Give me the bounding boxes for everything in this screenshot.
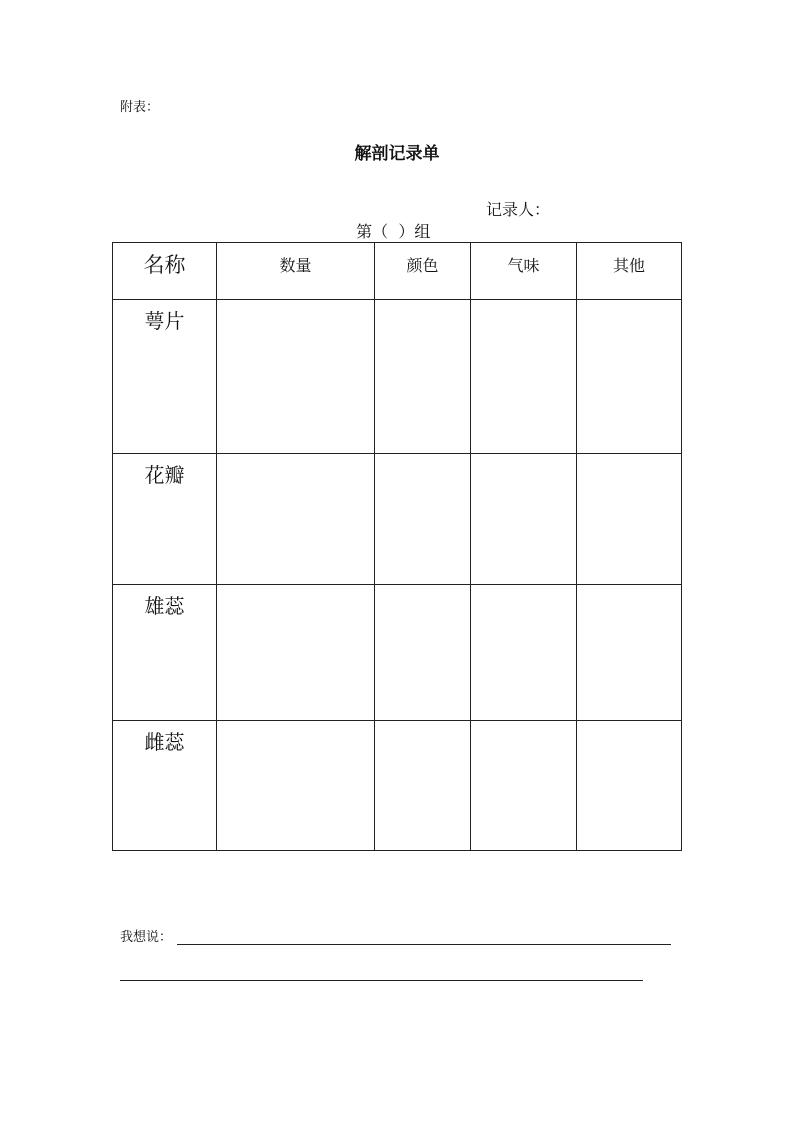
row-label-petal: 花瓣 xyxy=(113,454,217,585)
comment-line-1[interactable] xyxy=(177,944,671,945)
cell-petal-other[interactable] xyxy=(577,454,682,585)
table-header-row xyxy=(113,243,682,300)
cell-sepal-quantity[interactable] xyxy=(217,300,375,454)
cell-sepal-color[interactable] xyxy=(375,300,471,454)
table-row xyxy=(113,454,682,585)
cell-sepal-smell[interactable] xyxy=(471,300,577,454)
recorder-field[interactable]: 记录人： xyxy=(486,200,551,219)
header-other: 其他 xyxy=(577,243,682,300)
header-color: 颜色 xyxy=(375,243,471,300)
table-row xyxy=(113,721,682,851)
cell-sepal-other[interactable] xyxy=(577,300,682,454)
cell-petal-smell[interactable] xyxy=(471,454,577,585)
comment-line-2[interactable] xyxy=(120,980,643,981)
cell-pistil-color[interactable] xyxy=(375,721,471,851)
cell-pistil-quantity[interactable] xyxy=(217,721,375,851)
cell-petal-quantity[interactable] xyxy=(217,454,375,585)
table-row xyxy=(113,585,682,721)
dissection-record-table xyxy=(112,242,682,851)
header-quantity: 数量 xyxy=(217,243,375,300)
cell-petal-color[interactable] xyxy=(375,454,471,585)
table-row xyxy=(113,300,682,454)
cell-stamen-quantity[interactable] xyxy=(217,585,375,721)
row-label-stamen: 雄蕊 xyxy=(113,585,217,721)
cell-pistil-other[interactable] xyxy=(577,721,682,851)
cell-stamen-other[interactable] xyxy=(577,585,682,721)
cell-stamen-smell[interactable] xyxy=(471,585,577,721)
row-label-pistil: 雌蕊 xyxy=(113,721,217,851)
cell-stamen-color[interactable] xyxy=(375,585,471,721)
comment-prompt: 我想说： xyxy=(120,930,173,945)
header-smell: 气味 xyxy=(471,243,577,300)
document-title: 解剖记录单 xyxy=(354,144,440,164)
row-label-sepal: 萼片 xyxy=(113,300,217,454)
header-name: 名称 xyxy=(113,243,217,300)
appendix-label: 附表： xyxy=(120,100,160,115)
group-number-field[interactable]: 第（ ）组 xyxy=(356,222,431,241)
cell-pistil-smell[interactable] xyxy=(471,721,577,851)
